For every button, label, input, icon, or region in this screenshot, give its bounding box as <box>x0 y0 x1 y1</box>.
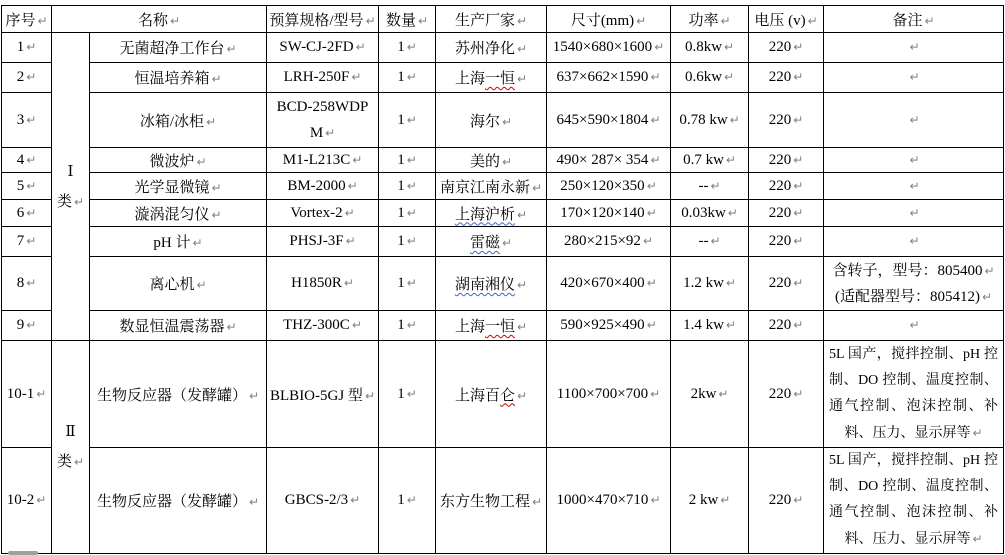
pilcrow-mark: ↵ <box>646 276 657 290</box>
pilcrow-mark: ↵ <box>26 40 37 54</box>
cell-mfr: 湖南湘仪 ↵ <box>436 257 547 311</box>
cell-remark <box>824 173 1004 200</box>
pilcrow-mark: ↵ <box>642 234 653 248</box>
pilcrow-mark: ↵ <box>654 40 665 54</box>
header-no: 序号 ↵ <box>2 6 52 33</box>
pilcrow-mark: ↵ <box>192 236 203 250</box>
cell-qty: 1 ↵ <box>379 200 436 227</box>
cell-mfr: 南京江南永新 ↵ <box>436 173 547 200</box>
pilcrow-mark: ↵ <box>501 154 513 169</box>
pilcrow-mark: ↵ <box>650 70 661 84</box>
pilcrow-mark: ↵ <box>73 455 85 469</box>
cell-mfr: 东方生物工程 ↵ <box>436 448 547 554</box>
cell-no: 1 ↵ <box>2 33 52 63</box>
pilcrow-mark: ↵ <box>211 207 222 222</box>
pilcrow-mark: ↵ <box>517 388 528 403</box>
pilcrow-mark: ↵ <box>516 207 528 222</box>
pilcrow-mark: ↵ <box>650 386 661 401</box>
pilcrow-mark: ↵ <box>26 318 37 332</box>
pilcrow-mark: ↵ <box>793 205 804 220</box>
cell-size: 420×670×400 ↵ <box>547 257 671 311</box>
pilcrow-mark: ↵ <box>501 236 513 250</box>
pilcrow-mark: ↵ <box>406 276 417 290</box>
cell-no: 10-1 ↵ <box>2 341 52 448</box>
header-power: 功率 ↵ <box>671 6 749 33</box>
pilcrow-mark: ↵ <box>646 318 657 332</box>
pilcrow-mark: ↵ <box>344 205 355 220</box>
pilcrow-mark: ↵ <box>646 178 657 193</box>
cell-no: 5 ↵ <box>2 173 52 200</box>
pilcrow-mark: ↵ <box>793 276 804 290</box>
table-row <box>2 448 1004 554</box>
cell-mfr: 美的 ↵ <box>436 148 547 173</box>
cell-qty: 1 ↵ <box>379 63 436 93</box>
pilcrow-mark: ↵ <box>793 178 804 193</box>
pilcrow-mark: ↵ <box>26 112 37 127</box>
pilcrow-mark: ↵ <box>196 278 207 292</box>
header-mfr: 生产厂家 ↵ <box>436 6 547 33</box>
pilcrow-mark: ↵ <box>793 152 804 167</box>
pilcrow-mark: ↵ <box>248 388 260 403</box>
pilcrow-mark: ↵ <box>650 152 661 167</box>
cell-power: 2kw ↵ <box>671 341 749 448</box>
pilcrow-mark: ↵ <box>636 13 647 28</box>
cell-no: 6 ↵ <box>2 200 52 227</box>
pilcrow-mark: ↵ <box>909 112 920 127</box>
cell-voltage: 220 ↵ <box>749 227 824 257</box>
table-row <box>2 173 1004 200</box>
header-qty: 数量 ↵ <box>379 6 436 33</box>
pilcrow-mark: ↵ <box>710 178 721 193</box>
pilcrow-mark: ↵ <box>26 178 37 193</box>
pilcrow-mark: ↵ <box>351 70 362 84</box>
pilcrow-mark: ↵ <box>248 495 260 509</box>
pilcrow-mark: ↵ <box>406 70 417 84</box>
cell-name: 数显恒温震荡器 ↵ <box>90 311 267 341</box>
pilcrow-mark: ↵ <box>406 205 417 220</box>
cell-name: 冰箱/冰柜 ↵ <box>90 93 267 148</box>
pilcrow-mark: ↵ <box>365 13 376 28</box>
cell-size: 170×120×140 ↵ <box>547 200 671 227</box>
cell-remark <box>824 63 1004 93</box>
cell-size: 645×590×1804 ↵ <box>547 93 671 148</box>
cell-name: 生物反应器（发酵罐） ↵ <box>90 341 267 448</box>
pilcrow-mark: ↵ <box>725 276 736 290</box>
pilcrow-mark: ↵ <box>406 152 417 167</box>
cell-no: 7 ↵ <box>2 227 52 257</box>
cell-name: 恒温培养箱 ↵ <box>90 63 267 93</box>
pilcrow-mark: ↵ <box>981 289 993 304</box>
pilcrow-mark: ↵ <box>325 126 336 140</box>
pilcrow-mark: ↵ <box>406 234 417 248</box>
cell-mfr: 海尔 ↵ <box>436 93 547 148</box>
header-size: 尺寸(mm) ↵ <box>547 6 671 33</box>
pilcrow-mark: ↵ <box>972 532 983 546</box>
pilcrow-mark: ↵ <box>406 178 417 193</box>
pilcrow-mark: ↵ <box>26 234 37 248</box>
pilcrow-mark: ↵ <box>650 112 661 127</box>
pilcrow-mark: ↵ <box>531 495 543 509</box>
pilcrow-mark: ↵ <box>516 278 528 292</box>
pilcrow-mark: ↵ <box>37 13 48 28</box>
pilcrow-mark: ↵ <box>725 318 736 332</box>
cell-power: 1.4 kw ↵ <box>671 311 749 341</box>
cell-power: 0.03kw ↵ <box>671 200 749 227</box>
cell-spec: H1850R ↵ <box>267 257 379 311</box>
cell-remark <box>824 148 1004 173</box>
pilcrow-mark: ↵ <box>909 318 920 332</box>
pilcrow-mark: ↵ <box>406 112 417 127</box>
cell-remark: 含转子，型号：805400 ↵ (适配器型号：805412) ↵ <box>824 257 1004 311</box>
cell-power: 1.2 kw ↵ <box>671 257 749 311</box>
pilcrow-mark: ↵ <box>211 72 222 86</box>
cell-voltage: 220 ↵ <box>749 200 824 227</box>
header-spec: 预算规格/型号 ↵ <box>267 6 379 33</box>
pilcrow-mark: ↵ <box>226 42 237 56</box>
cell-power: 2 kw ↵ <box>671 448 749 554</box>
table-row <box>2 33 1004 63</box>
cell-remark <box>824 33 1004 63</box>
cell-size: 1100×700×700 ↵ <box>547 341 671 448</box>
cell-qty: 1 ↵ <box>379 257 436 311</box>
pilcrow-mark: ↵ <box>169 13 181 28</box>
pilcrow-mark: ↵ <box>417 13 429 28</box>
table-row <box>2 63 1004 93</box>
cell-qty: 1 ↵ <box>379 311 436 341</box>
cell-mfr: 上海沪析 ↵ <box>436 200 547 227</box>
pilcrow-mark: ↵ <box>196 154 207 169</box>
cell-power: 0.78 kw ↵ <box>671 93 749 148</box>
cell-name: 微波炉 ↵ <box>90 148 267 173</box>
table-row <box>2 93 1004 148</box>
cell-power: -- ↵ <box>671 173 749 200</box>
pilcrow-mark: ↵ <box>73 194 85 209</box>
pilcrow-mark: ↵ <box>36 493 47 507</box>
pilcrow-mark: ↵ <box>347 178 358 193</box>
cell-no: 3 ↵ <box>2 93 52 148</box>
pilcrow-mark: ↵ <box>206 114 217 129</box>
header-row <box>2 6 1004 33</box>
cell-name: 光学显微镜 ↵ <box>90 173 267 200</box>
cell-remark <box>824 311 1004 341</box>
cell-remark: 5L 国产，搅拌控制、pH 控制、DO 控制、温度控制、通气控制、泡沫控制、补料、压力、显示屏等 ↵ <box>824 341 1004 448</box>
pilcrow-mark: ↵ <box>352 152 363 167</box>
pilcrow-mark: ↵ <box>793 386 804 401</box>
cell-power: -- ↵ <box>671 227 749 257</box>
cell-remark <box>824 200 1004 227</box>
cell-spec: LRH-250F ↵ <box>267 63 379 93</box>
pilcrow-mark: ↵ <box>793 493 804 507</box>
cell-mfr: 上海一恒 ↵ <box>436 311 547 341</box>
cell-class-1: Ⅰ 类 ↵ <box>52 33 90 341</box>
cell-name: 漩涡混匀仪 ↵ <box>90 200 267 227</box>
pilcrow-mark: ↵ <box>36 386 47 401</box>
cell-size: 590×925×490 ↵ <box>547 311 671 341</box>
cell-mfr: 苏州净化 ↵ <box>436 33 547 63</box>
pilcrow-mark: ↵ <box>646 205 657 220</box>
cell-power: 0.8kw ↵ <box>671 33 749 63</box>
cell-name: 生物反应器（发酵罐） ↵ <box>90 448 267 554</box>
pilcrow-mark: ↵ <box>650 493 661 507</box>
pilcrow-mark: ↵ <box>720 13 731 28</box>
table-row <box>2 311 1004 341</box>
cell-qty: 1 ↵ <box>379 448 436 554</box>
header-remark: 备注 ↵ <box>824 6 1004 33</box>
pilcrow-mark: ↵ <box>909 40 920 54</box>
cell-voltage: 220 ↵ <box>749 33 824 63</box>
cell-remark <box>824 93 1004 148</box>
equipment-table <box>1 5 1004 554</box>
cell-size: 490× 287× 354 ↵ <box>547 148 671 173</box>
cell-voltage: 220 ↵ <box>749 341 824 448</box>
cell-spec: BLBIO-5GJ 型 ↵ <box>267 341 379 448</box>
cell-voltage: 220 ↵ <box>749 173 824 200</box>
pilcrow-mark: ↵ <box>793 112 804 127</box>
cell-voltage: 220 ↵ <box>749 148 824 173</box>
cell-no: 10-2 ↵ <box>2 448 52 554</box>
pilcrow-mark: ↵ <box>909 70 920 84</box>
pilcrow-mark: ↵ <box>351 318 362 332</box>
cell-voltage: 220 ↵ <box>749 257 824 311</box>
pilcrow-mark: ↵ <box>718 386 729 401</box>
cell-spec: BCD-258WDPM ↵ <box>267 93 379 148</box>
cell-spec: PHSJ-3F ↵ <box>267 227 379 257</box>
pilcrow-mark: ↵ <box>26 205 37 220</box>
pilcrow-mark: ↵ <box>909 152 920 167</box>
pilcrow-mark: ↵ <box>710 234 721 248</box>
cell-size: 250×120×350 ↵ <box>547 173 671 200</box>
pilcrow-mark: ↵ <box>211 180 222 195</box>
cell-spec: Vortex-2 ↵ <box>267 200 379 227</box>
pilcrow-mark: ↵ <box>807 13 818 28</box>
pilcrow-mark: ↵ <box>26 70 37 84</box>
pilcrow-mark: ↵ <box>720 493 731 507</box>
table-row <box>2 227 1004 257</box>
cell-power: 0.6kw ↵ <box>671 63 749 93</box>
pilcrow-mark: ↵ <box>516 42 528 56</box>
cell-spec: BM-2000 ↵ <box>267 173 379 200</box>
cell-qty: 1 ↵ <box>379 93 436 148</box>
header-name: 名称 ↵ <box>52 6 267 33</box>
pilcrow-mark: ↵ <box>729 112 740 127</box>
cell-voltage: 220 ↵ <box>749 311 824 341</box>
pilcrow-mark: ↵ <box>972 425 983 440</box>
pilcrow-mark: ↵ <box>909 234 920 248</box>
cell-power: 0.7 kw ↵ <box>671 148 749 173</box>
cell-no: 9 ↵ <box>2 311 52 341</box>
pilcrow-mark: ↵ <box>724 40 735 54</box>
pilcrow-mark: ↵ <box>984 263 995 278</box>
cell-mfr: 上海一恒 ↵ <box>436 63 547 93</box>
cell-remark: 5L 国产，搅拌控制、pH 控制、DO 控制、温度控制、通气控制、泡沫控制、补料、压力、显示屏等 ↵ <box>824 448 1004 554</box>
pilcrow-mark: ↵ <box>406 318 417 332</box>
cell-no: 4 ↵ <box>2 148 52 173</box>
header-voltage: 电压 (v) ↵ <box>749 6 824 33</box>
cell-spec: THZ-300C ↵ <box>267 311 379 341</box>
cell-voltage: 220 ↵ <box>749 93 824 148</box>
cell-mfr: 上海百仑 ↵ <box>436 341 547 448</box>
cell-qty: 1 ↵ <box>379 341 436 448</box>
cell-voltage: 220 ↵ <box>749 448 824 554</box>
pilcrow-mark: ↵ <box>26 276 37 290</box>
cell-remark <box>824 227 1004 257</box>
cell-voltage: 220 ↵ <box>749 63 824 93</box>
cell-no: 2 ↵ <box>2 63 52 93</box>
cell-mfr: 雷磁 ↵ <box>436 227 547 257</box>
cell-name: pH 计 ↵ <box>90 227 267 257</box>
cell-qty: 1 ↵ <box>379 148 436 173</box>
cell-name: 无菌超净工作台 ↵ <box>90 33 267 63</box>
cell-qty: 1 ↵ <box>379 227 436 257</box>
cell-spec: M1-L213C ↵ <box>267 148 379 173</box>
pilcrow-mark: ↵ <box>793 70 804 84</box>
cell-spec: SW-CJ-2FD ↵ <box>267 33 379 63</box>
pilcrow-mark: ↵ <box>725 152 736 167</box>
pilcrow-mark: ↵ <box>406 493 417 507</box>
cell-name: 离心机 ↵ <box>90 257 267 311</box>
pilcrow-mark: ↵ <box>343 276 354 290</box>
pilcrow-mark: ↵ <box>355 40 366 54</box>
pilcrow-mark: ↵ <box>345 234 356 248</box>
table-row <box>2 341 1004 448</box>
pilcrow-mark: ↵ <box>501 114 513 129</box>
table-row <box>2 257 1004 311</box>
pilcrow-mark: ↵ <box>909 178 920 193</box>
pilcrow-mark: ↵ <box>924 13 935 28</box>
page-bottom-artifact <box>8 551 38 555</box>
pilcrow-mark: ↵ <box>793 318 804 332</box>
pilcrow-mark: ↵ <box>350 493 361 507</box>
cell-qty: 1 ↵ <box>379 173 436 200</box>
pilcrow-mark: ↵ <box>26 152 37 167</box>
cell-qty: 1 ↵ <box>379 33 436 63</box>
pilcrow-mark: ↵ <box>406 386 417 401</box>
pilcrow-mark: ↵ <box>226 320 237 334</box>
cell-size: 1000×470×710 ↵ <box>547 448 671 554</box>
pilcrow-mark: ↵ <box>517 320 528 334</box>
pilcrow-mark: ↵ <box>724 70 735 84</box>
pilcrow-mark: ↵ <box>727 205 738 220</box>
cell-size: 1540×680×1600 ↵ <box>547 33 671 63</box>
cell-size: 637×662×1590 ↵ <box>547 63 671 93</box>
pilcrow-mark: ↵ <box>406 40 417 54</box>
cell-class-2: Ⅱ 类 ↵ <box>52 341 90 554</box>
pilcrow-mark: ↵ <box>793 234 804 248</box>
pilcrow-mark: ↵ <box>364 388 375 403</box>
pilcrow-mark: ↵ <box>516 13 528 28</box>
table-row <box>2 200 1004 227</box>
pilcrow-mark: ↵ <box>517 72 528 86</box>
pilcrow-mark: ↵ <box>531 180 543 195</box>
pilcrow-mark: ↵ <box>909 205 920 220</box>
cell-no: 8 ↵ <box>2 257 52 311</box>
table-row <box>2 148 1004 173</box>
pilcrow-mark: ↵ <box>793 40 804 54</box>
cell-spec: GBCS-2/3 ↵ <box>267 448 379 554</box>
cell-size: 280×215×92 ↵ <box>547 227 671 257</box>
